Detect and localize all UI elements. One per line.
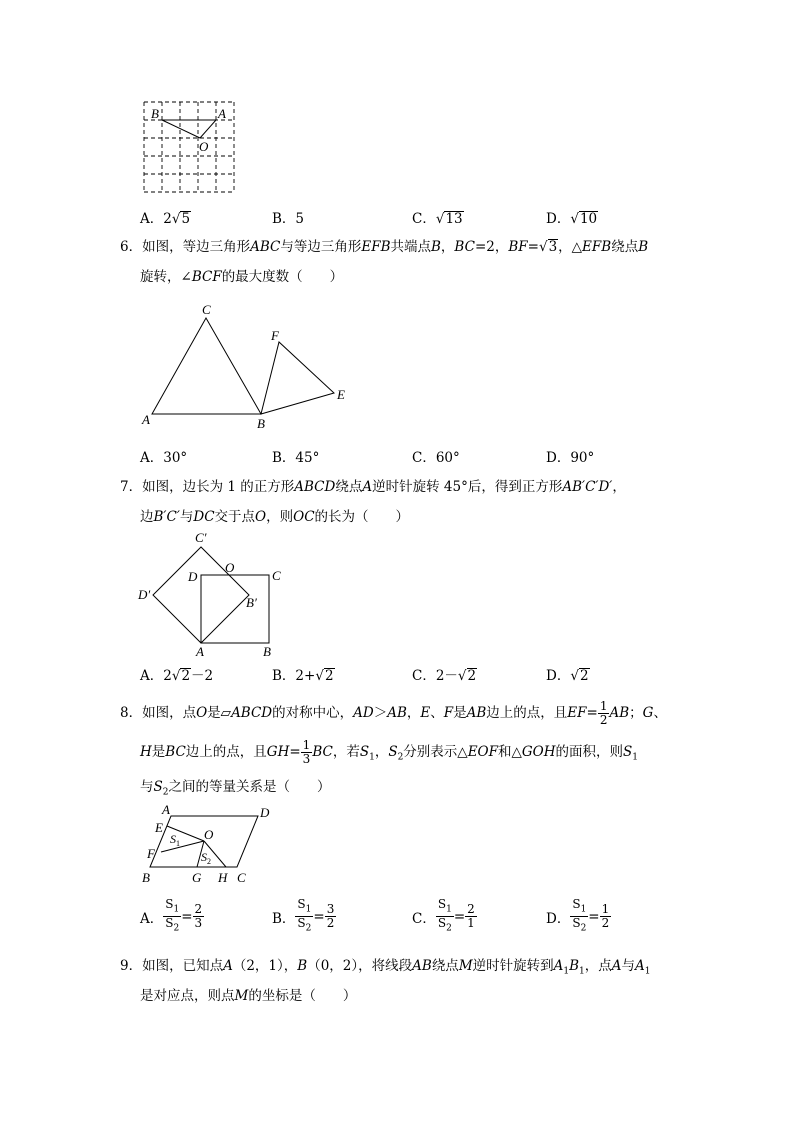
q8-option-c[interactable]: C． $\frac{S_1}{S_2}$ = $\frac{2}{1}$ xyxy=(412,897,475,934)
label-b: B xyxy=(142,870,150,885)
label-f: F xyxy=(147,846,155,861)
label-c-prime: C′ xyxy=(195,530,207,545)
label-d-prime: D′ xyxy=(138,587,151,602)
label-b: B xyxy=(257,416,265,431)
label-a: A xyxy=(218,106,226,121)
q6-option-d[interactable]: D．90° xyxy=(546,450,595,466)
q5-grid-figure xyxy=(138,96,240,200)
q8-option-b[interactable]: B． $\frac{S_1}{S_2}$ = $\frac{3}{2}$ xyxy=(272,897,335,934)
q7-option-b[interactable]: B．2+√2 xyxy=(272,668,334,684)
q5-option-d[interactable]: D．√10 xyxy=(546,211,598,227)
sqrt-icon: √10 xyxy=(570,211,598,227)
label-f: F xyxy=(271,328,279,343)
label-b: B xyxy=(151,106,159,121)
sqrt-icon: √2 xyxy=(570,668,589,684)
triangle-efb xyxy=(261,342,334,414)
q9-stem-line2: 是对应点，则点M的坐标是（ ） xyxy=(140,988,357,1004)
label-h: H xyxy=(218,870,228,885)
label-d: D xyxy=(188,569,198,584)
label-s2: $S_2$ xyxy=(201,850,211,866)
label-b: B xyxy=(263,644,271,659)
q8-parallelogram-figure xyxy=(138,803,278,887)
label-o: O xyxy=(199,139,209,154)
sqrt-icon: √2 xyxy=(457,668,477,684)
label-c: C xyxy=(237,870,246,885)
label-g: G xyxy=(192,870,202,885)
q8-stem-line2: H是BC边上的点，且GH= $\frac{1}{3}$ BC，若$S_1$，$S_2$分别表示△EOF和△GOH的面积，则$S_1$ xyxy=(140,738,638,766)
label-o: O xyxy=(204,827,214,842)
label-a: A xyxy=(142,412,150,427)
label-c: C xyxy=(272,568,281,583)
q9-stem-line1: 9．如图，已知点A（2，1），B（0，2），将线段AB绕点M逆时针旋转到$A_1B_1$，点A与$A_1$ xyxy=(120,958,651,977)
sqrt-icon: √3 xyxy=(538,239,558,255)
label-s1: $S_1$ xyxy=(170,832,180,848)
segment-of xyxy=(161,841,204,852)
label-e: E xyxy=(337,387,345,402)
q7-squares-figure xyxy=(136,530,296,660)
sqrt-icon: √2 xyxy=(315,668,334,684)
q6-option-a[interactable]: A．30° xyxy=(140,450,188,466)
label-a: A xyxy=(162,803,170,817)
q7-option-d[interactable]: D．√2 xyxy=(546,668,589,684)
label-o: O xyxy=(225,560,235,575)
sqrt-icon: √13 xyxy=(435,211,463,227)
label-b-prime: B′ xyxy=(246,595,257,610)
q7-stem-line1: 7．如图，边长为 1 的正方形ABCD绕点A逆时针旋转 45°后，得到正方形AB′C′D′， xyxy=(120,479,626,495)
triangle-abc xyxy=(152,318,261,414)
q7-stem-line2: 边B′C′与DC交于点O，则OC的长为（ ） xyxy=(140,509,410,525)
fraction-one-half: $\frac{1}{2}$ xyxy=(599,699,608,727)
label-c: C xyxy=(202,302,211,317)
sqrt-icon: √2 xyxy=(171,668,191,684)
q6-triangles-figure xyxy=(138,300,358,432)
label-d: D xyxy=(260,805,270,820)
q6-stem-line1: 6．如图，等边三角形ABC与等边三角形EFB共端点B，BC=2，BF=√3，△EFB绕点B xyxy=(120,239,649,255)
q8-stem-line1: 8．如图，点O是▱ABCD的对称中心，AD＞AB，E、F是AB边上的点，且EF= $\frac{1}{2}$ AB；G、 xyxy=(120,699,667,727)
q5-option-b[interactable]: B．5 xyxy=(272,211,305,227)
q5-option-c[interactable]: C．√13 xyxy=(412,211,463,227)
q8-option-d[interactable]: D． $\frac{S_1}{S_2}$ = $\frac{1}{2}$ xyxy=(546,897,610,934)
q6-stem-line2: 旋转，∠BCF的最大度数（ ） xyxy=(140,269,344,285)
q7-option-c[interactable]: C．2－√2 xyxy=(412,668,477,684)
q6-option-c[interactable]: C．60° xyxy=(412,450,460,466)
sqrt-icon: √5 xyxy=(171,211,191,227)
q6-option-b[interactable]: B．45° xyxy=(272,450,320,466)
q7-option-a[interactable]: A．2√2－2 xyxy=(140,668,214,684)
triangle-boa xyxy=(162,120,216,138)
label-e: E xyxy=(155,820,163,835)
q5-option-a[interactable]: A．2√5 xyxy=(140,211,191,227)
label-a: A xyxy=(196,644,204,659)
q8-option-a[interactable]: A． $\frac{S_1}{S_2}$ = $\frac{2}{3}$ xyxy=(140,897,203,934)
q8-stem-line3: 与$S_2$之间的等量关系是（ ） xyxy=(140,779,331,798)
fraction-one-third: $\frac{1}{3}$ xyxy=(302,738,311,766)
